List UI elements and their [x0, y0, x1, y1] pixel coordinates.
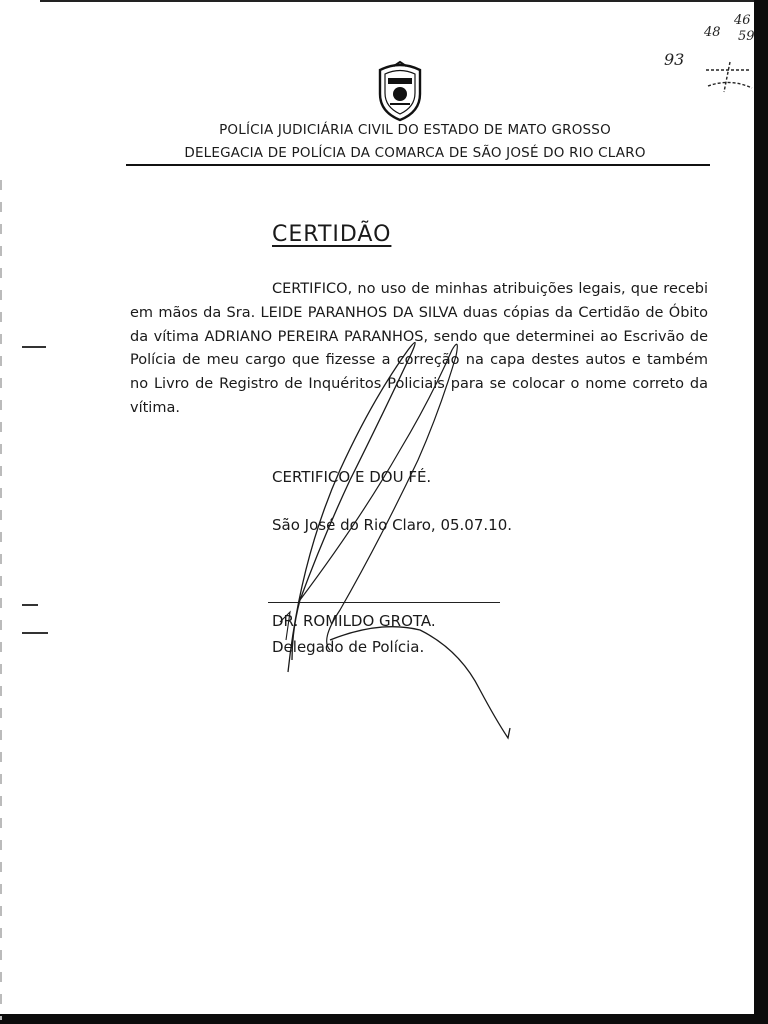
place-date: São José do Rio Claro, 05.07.10.	[272, 516, 513, 534]
page-folio: 93	[664, 50, 685, 69]
punch-mark	[22, 346, 46, 348]
header-rule	[126, 164, 710, 166]
folio-scribble	[700, 58, 756, 94]
punch-mark	[22, 632, 48, 634]
page-note-b: 59	[738, 29, 755, 44]
police-badge-icon	[374, 60, 426, 122]
closing-statement: CERTIFICO E DOU FÉ.	[272, 468, 432, 486]
page-note-top: 46	[734, 13, 751, 28]
scan-edge-left	[0, 180, 2, 1020]
scan-edge-bottom	[0, 1014, 768, 1024]
scan-edge-right	[754, 0, 768, 1024]
signatory-name: DR. ROMILDO GROTA.	[272, 612, 436, 630]
signatory-role: Delegado de Polícia.	[272, 638, 425, 656]
header-department: DELEGACIA DE POLÍCIA DA COMARCA DE SÃO JOSÉ DO RIO CLARO	[184, 145, 646, 161]
punch-mark	[22, 604, 38, 606]
page-note-a: 48	[704, 25, 721, 40]
document-body	[130, 278, 708, 421]
body-paragraph: CERTIFICO, no uso de minhas atribuições legais, que recebi em mãos da Sra. LEIDE PARANHOS DA SILVA duas cópias da Certidão de Óbito da vítima ADRIANO PEREIRA PARANHOS, sendo que determinei ao Escrivão de Polícia de meu cargo que fizesse a correção na capa destes autos e também no Livro de Registro de Inquéritos Policiais para se colocar o nome correto da vítima.	[130, 281, 708, 416]
signature-line	[268, 602, 500, 603]
document-title: CERTIDÃO	[272, 222, 392, 247]
scan-edge-top	[40, 0, 768, 2]
header-institution: POLÍCIA JUDICIÁRIA CIVIL DO ESTADO DE MATO GROSSO	[219, 122, 611, 138]
